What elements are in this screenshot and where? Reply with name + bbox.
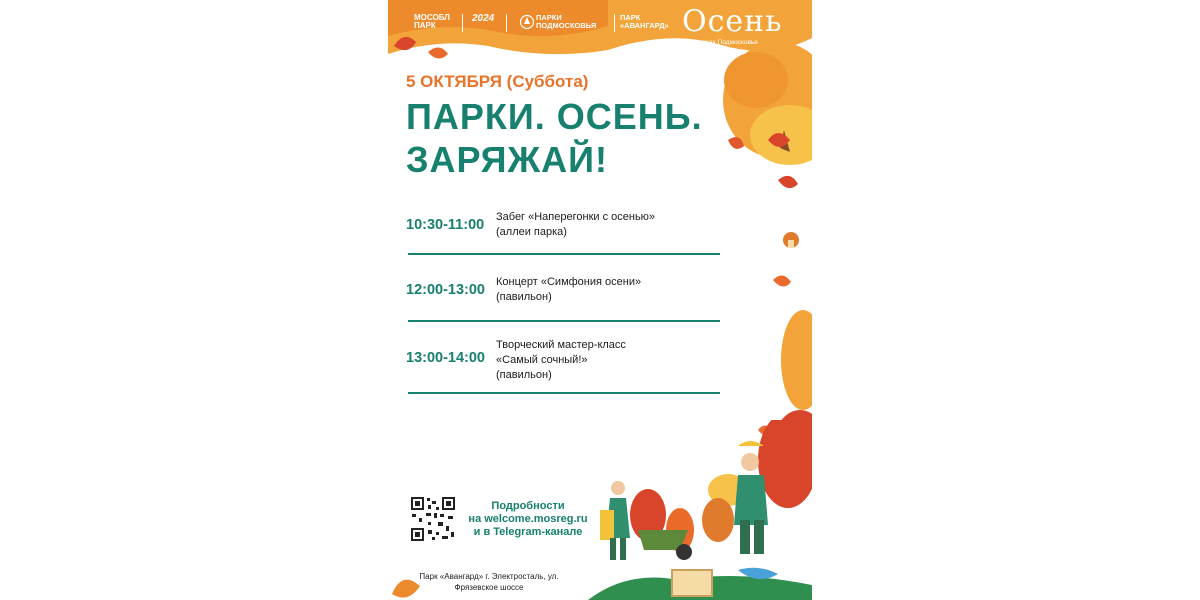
event-title: [406, 95, 703, 181]
osen-event-logo: Осень: [682, 4, 783, 39]
schedule-line: (павильон): [496, 291, 552, 303]
logo-divider: [614, 14, 615, 32]
park-address: [414, 571, 564, 593]
leaf-decoration: [388, 560, 428, 600]
logo-divider: [462, 14, 463, 32]
address-line: Парк «Авангард» г. Электросталь, ул.: [419, 572, 559, 581]
osen-event-logo-subtitle: в парках Подмосковья: [690, 39, 758, 46]
schedule-row: [406, 338, 720, 386]
gardeners-illustration: [588, 420, 812, 600]
event-title-line1: ПАРКИ. ОСЕНЬ.: [406, 96, 703, 137]
schedule-line: «Самый сочный!»: [496, 354, 588, 366]
mosobl-park-logo: МОСОБЛ ПАРК: [414, 13, 450, 31]
schedule-line: (аллеи парка): [496, 226, 567, 238]
details-line: Подробности: [491, 500, 565, 512]
schedule-line: (павильон): [496, 369, 552, 381]
details-line: и в Telegram-канале: [473, 526, 583, 538]
event-date: 5 ОКТЯБРЯ (Суббота): [406, 72, 589, 91]
schedule-time: 10:30-11:00: [406, 217, 485, 233]
event-poster: [388, 0, 812, 600]
schedule-time: 13:00-14:00: [406, 350, 485, 366]
year-2024-logo: 2024: [472, 13, 495, 24]
park-avangard-logo: ПАРК «АВАНГАРД»: [620, 13, 669, 30]
logo-divider: [506, 14, 507, 32]
event-title-line2: ЗАРЯЖАЙ!: [406, 139, 608, 180]
schedule-description: [496, 338, 726, 383]
parks-podmoskovya-logo: ПАРКИ ПОДМОСКОВЬЯ: [536, 13, 597, 30]
qr-code[interactable]: [410, 496, 456, 542]
schedule-row: [406, 275, 720, 311]
details-text: [463, 500, 593, 539]
schedule-time: 12:00-13:00: [406, 282, 485, 298]
address-line: Фрязевское шоссе: [454, 583, 524, 592]
parks-emblem-icon: [520, 14, 534, 30]
details-link[interactable]: на welcome.mosreg.ru: [468, 513, 588, 525]
schedule-divider: [408, 253, 720, 255]
schedule-description: [496, 275, 726, 305]
schedule-line: Творческий мастер-класс: [496, 339, 626, 351]
schedule-line: Забег «Наперегонки с осенью»: [496, 211, 656, 223]
schedule-divider: [408, 392, 720, 394]
schedule-divider: [408, 320, 720, 322]
schedule-row: [406, 210, 720, 246]
schedule-description: [496, 210, 726, 240]
schedule-line: Концерт «Симфония осени»: [496, 276, 642, 288]
